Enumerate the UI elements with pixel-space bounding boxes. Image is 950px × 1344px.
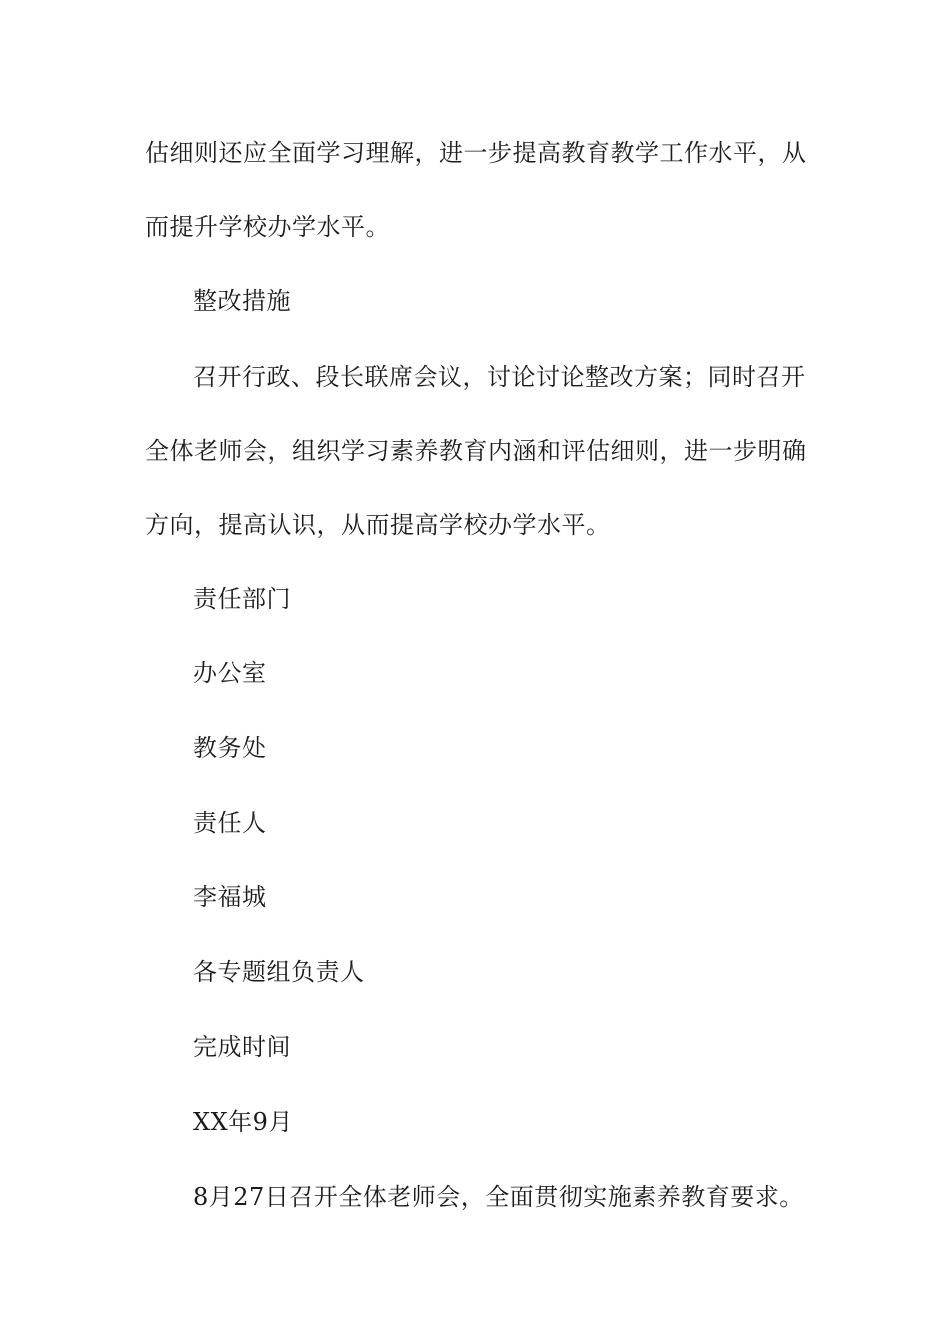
section-heading-department: 责任部门 [193,585,291,613]
paragraph-line-continued: 估细则还应全面学习理解，进一步提高教育教学工作水平，从 [145,139,807,167]
department-academic-affairs: 教务处 [193,734,267,762]
department-office: 办公室 [193,659,267,687]
responsible-person-name: 李福城 [193,883,267,911]
paragraph-line-end: 方向，提高认识，从而提高学校办学水平。 [145,511,611,539]
section-heading-responsible-person: 责任人 [193,809,267,837]
paragraph-line-start: 召开行政、段长联席会议，讨论讨论整改方案；同时召开 [193,363,806,391]
completion-date: XX年9月 [193,1108,293,1136]
paragraph-line-end: 而提升学校办学水平。 [145,213,390,241]
paragraph-line-middle: 全体老师会，组织学习素养教育内涵和评估细则，进一步明确 [145,437,807,465]
responsible-group-leaders: 各专题组负责人 [193,958,365,986]
section-heading-measures: 整改措施 [193,287,291,315]
section-heading-completion-time: 完成时间 [193,1033,291,1061]
meeting-note: 8月27日召开全体老师会，全面贯彻实施素养教育要求。 [193,1183,804,1211]
